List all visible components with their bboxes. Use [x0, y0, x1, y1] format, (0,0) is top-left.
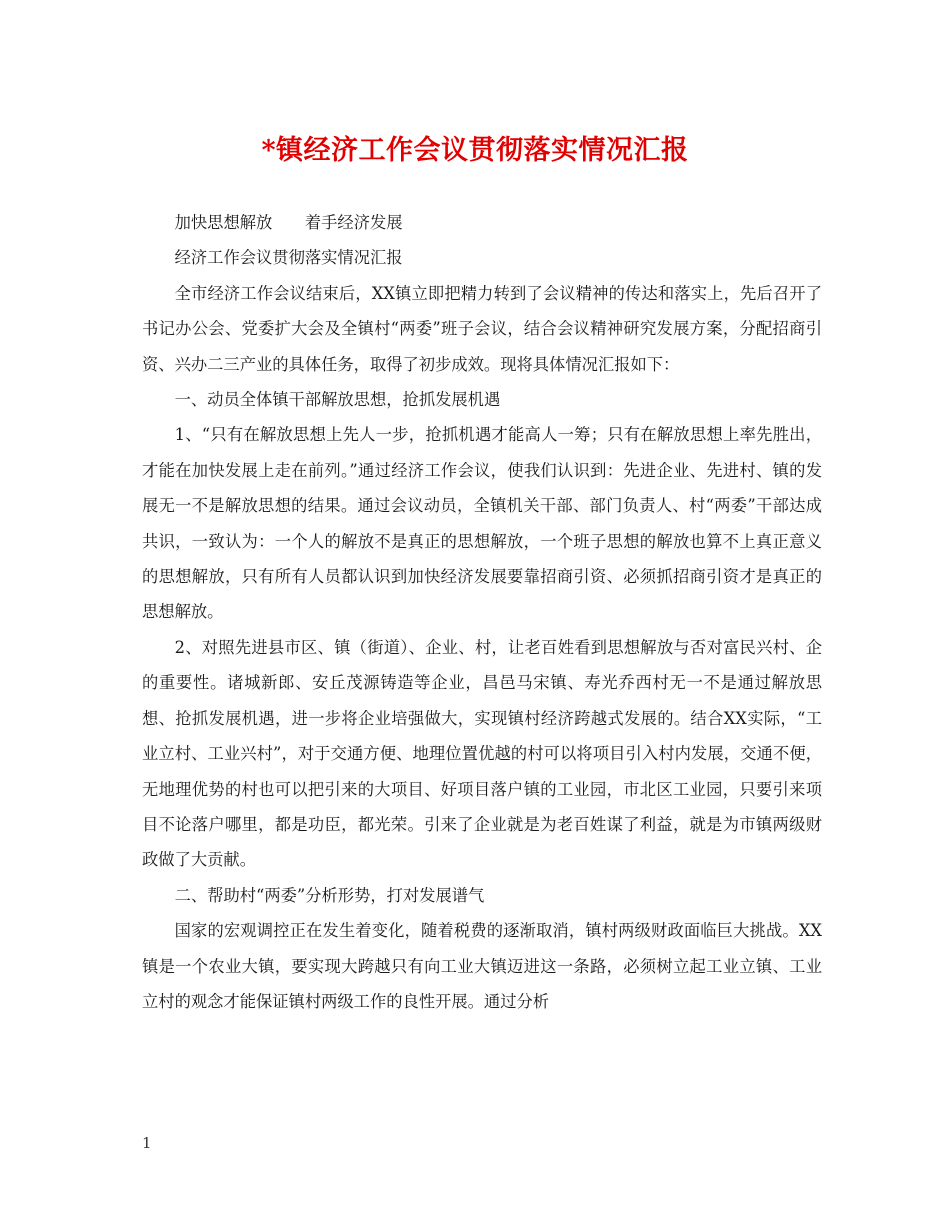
paragraph-2: 2、对照先进县市区、镇（街道）、企业、村，让老百姓看到思想解放与否对富民兴村、企的重要性。诸城新郎、安丘茂源铸造等企业，昌邑马宋镇、寿光乔西村无一不是通过解放思想、抢抓发展机遇，进一步将企业培强做大，实现镇村经济跨越式发展的。结合XX实际，“工业立村、工业兴村”，对于交通方便、地理位置优越的村可以将项目引入村内发展，交通不便，无地理优势的村也可以把引来的大项目、好项目落户镇的工业园，市北区工业园，只要引来项目不论落户哪里，都是功臣，都光荣。引来了企业就是为老百姓谋了利益，就是为市镇两级财政做了大贡献。 [142, 637, 822, 870]
document-title: *镇经济工作会议贯彻落实情况汇报 [261, 135, 689, 166]
section-heading-2: 二、帮助村“两委”分析形势，打对发展谱气 [174, 885, 485, 905]
report-heading: 经济工作会议贯彻落实情况汇报 [174, 248, 403, 268]
document-body [142, 205, 822, 1019]
paragraph-1: 1、“只有在解放思想上先人一步，抢抓机遇才能高人一筹；只有在解放思想上率先胜出，才能在加快发展上走在前列。”通过经济工作会议，使我们认识到：先进企业、先进村、镇的发展无一不是解放思想的结果。通过会议动员，全镇机关干部、部门负责人、村“两委”干部达成共识，一致认为：一个人的解放不是真正的思想解放，一个班子思想的解放也算不上真正意义的思想解放，只有所有人员都认识到加快经济发展要靠招商引资、必须抓招商引资才是真正的思想解放。 [142, 425, 822, 622]
page-number: 1 [142, 1134, 152, 1152]
subtitle-line: 加快思想解放 着手经济发展 [174, 213, 403, 232]
section-heading-1: 一、动员全体镇干部解放思想，抢抓发展机遇 [174, 390, 501, 410]
paragraph-intro: 全市经济工作会议结束后，XX镇立即把精力转到了会议精神的传达和落实上，先后召开了书记办公会、党委扩大会及全镇村“两委”班子会议，结合会议精神研究发展方案，分配招商引资、兴办二三产业的具体任务，取得了初步成效。现将具体情况汇报如下： [142, 283, 822, 374]
paragraph-3: 国家的宏观调控正在发生着变化，随着税费的逐渐取消，镇村两级财政面临巨大挑战。XX镇是一个农业大镇，要实现大跨越只有向工业大镇迈进这一条路，必须树立起工业立镇、工业立村的观念才能保证镇村两级工作的良性开展。通过分析 [142, 921, 822, 1011]
